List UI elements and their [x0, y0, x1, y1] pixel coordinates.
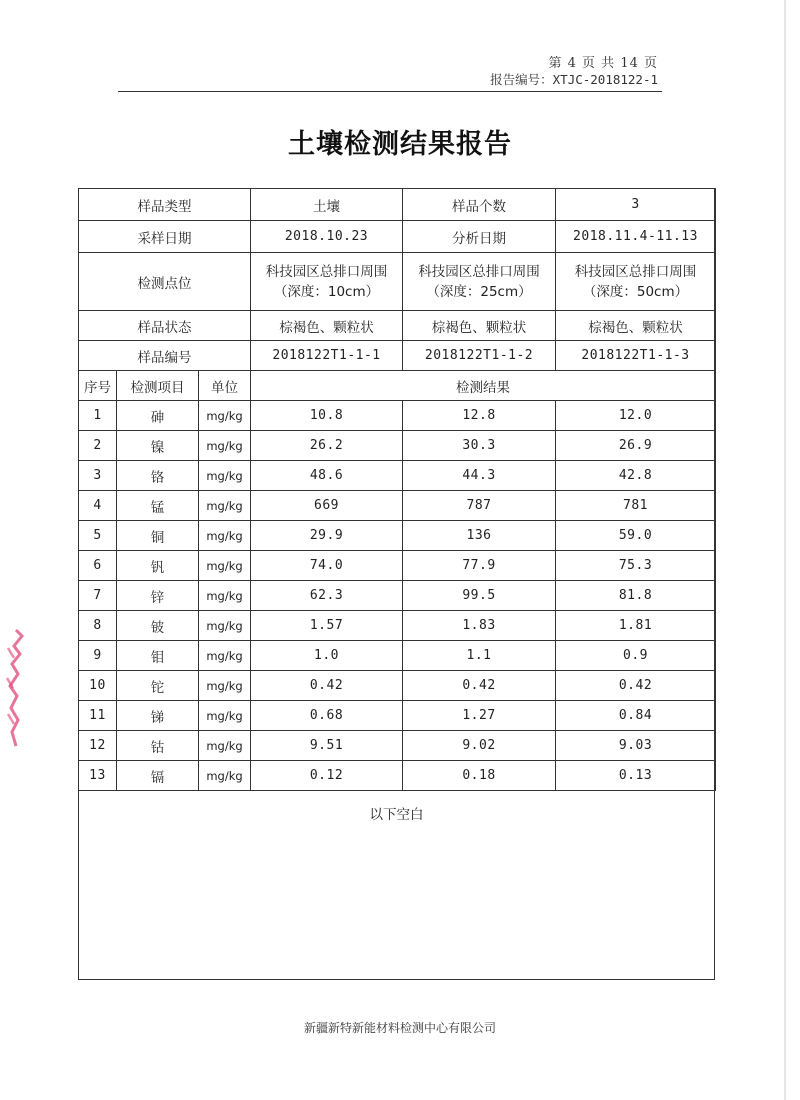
header-divider	[118, 91, 662, 92]
row-result-2: 136	[403, 521, 556, 551]
row-seq: 5	[79, 521, 117, 551]
row-unit: mg/kg	[199, 521, 251, 551]
row-result-1: 1.57	[251, 611, 403, 641]
row-result-1: 74.0	[251, 551, 403, 581]
row-result-1: 62.3	[251, 581, 403, 611]
row-unit: mg/kg	[199, 611, 251, 641]
row-result-2: 1.1	[403, 641, 556, 671]
row-result-2: 30.3	[403, 431, 556, 461]
state-label: 样品状态	[79, 311, 251, 341]
row-result-3: 75.3	[556, 551, 716, 581]
row-seq: 9	[79, 641, 117, 671]
sample-count-value: 3	[556, 189, 716, 221]
location-2	[403, 253, 556, 311]
column-header-row	[79, 371, 716, 401]
row-unit: mg/kg	[199, 431, 251, 461]
row-item: 钴	[117, 731, 199, 761]
row-unit: mg/kg	[199, 641, 251, 671]
table-row	[79, 641, 716, 671]
row-unit: mg/kg	[199, 581, 251, 611]
row-unit: mg/kg	[199, 671, 251, 701]
row-item: 铍	[117, 611, 199, 641]
row-item: 镍	[117, 431, 199, 461]
sample-no-1: 2018122T1-1-1	[251, 341, 403, 371]
row-result-3: 1.81	[556, 611, 716, 641]
result-rows	[79, 401, 716, 791]
company-footer: 新疆新特新能材料检测中心有限公司	[303, 1021, 496, 1035]
table-row	[79, 671, 716, 701]
row-result-2: 787	[403, 491, 556, 521]
sample-type-value: 土壤	[251, 189, 403, 221]
table-row	[79, 461, 716, 491]
row-result-3: 42.8	[556, 461, 716, 491]
row-seq: 7	[79, 581, 117, 611]
location-1-site: 科技园区总排口周围	[265, 263, 388, 280]
row-unit: mg/kg	[199, 401, 251, 431]
row-result-3: 9.03	[556, 731, 716, 761]
col-seq-header: 序号	[79, 371, 117, 401]
row-result-2: 0.18	[403, 761, 556, 791]
row-result-1: 1.0	[251, 641, 403, 671]
blank-note: 以下空白	[369, 807, 424, 823]
table-row	[79, 431, 716, 461]
row-seq: 1	[79, 401, 117, 431]
row-result-3: 59.0	[556, 521, 716, 551]
sample-no-row	[79, 341, 716, 371]
row-seq: 4	[79, 491, 117, 521]
row-seq: 10	[79, 671, 117, 701]
state-row	[79, 311, 716, 341]
row-result-3: 26.9	[556, 431, 716, 461]
row-item: 锰	[117, 491, 199, 521]
location-2-depth: （深度：25cm）	[426, 283, 532, 300]
row-item: 锌	[117, 581, 199, 611]
row-result-1: 0.68	[251, 701, 403, 731]
sample-type-row	[79, 189, 716, 221]
row-seq: 6	[79, 551, 117, 581]
row-item: 锑	[117, 701, 199, 731]
row-item: 铊	[117, 671, 199, 701]
row-result-1: 669	[251, 491, 403, 521]
state-2: 棕褐色、颗粒状	[403, 311, 556, 341]
table-row	[79, 731, 716, 761]
table-row	[79, 491, 716, 521]
row-result-1: 9.51	[251, 731, 403, 761]
row-seq: 13	[79, 761, 117, 791]
location-3-depth: （深度：50cm）	[582, 283, 689, 300]
row-result-1: 29.9	[251, 521, 403, 551]
row-item: 钒	[117, 551, 199, 581]
row-seq: 12	[79, 731, 117, 761]
row-item: 砷	[117, 401, 199, 431]
row-result-3: 12.0	[556, 401, 716, 431]
table-row	[79, 521, 716, 551]
row-result-2: 1.83	[403, 611, 556, 641]
row-unit: mg/kg	[199, 461, 251, 491]
report-title: 土壤检测结果报告	[288, 129, 512, 160]
table-row	[79, 581, 716, 611]
row-unit: mg/kg	[199, 491, 251, 521]
row-result-3: 781	[556, 491, 716, 521]
row-result-3: 0.42	[556, 671, 716, 701]
row-seq: 8	[79, 611, 117, 641]
state-3: 棕褐色、颗粒状	[556, 311, 716, 341]
row-result-3: 0.9	[556, 641, 716, 671]
sample-no-3: 2018122T1-1-3	[556, 341, 716, 371]
row-item: 铬	[117, 461, 199, 491]
table-row	[79, 401, 716, 431]
row-result-2: 12.8	[403, 401, 556, 431]
col-unit-header: 单位	[199, 371, 251, 401]
table-row	[79, 611, 716, 641]
col-item-header: 检测项目	[117, 371, 199, 401]
row-unit: mg/kg	[199, 551, 251, 581]
seal-stamp-fragment	[2, 628, 24, 748]
location-1-depth: （深度：10cm）	[273, 283, 380, 300]
row-result-3: 81.8	[556, 581, 716, 611]
location-label: 检测点位	[79, 253, 251, 311]
row-result-2: 9.02	[403, 731, 556, 761]
row-result-2: 99.5	[403, 581, 556, 611]
location-2-site: 科技园区总排口周围	[418, 263, 540, 280]
row-unit: mg/kg	[199, 761, 251, 791]
row-seq: 3	[79, 461, 117, 491]
sampling-date-label: 采样日期	[79, 221, 251, 253]
row-result-1: 26.2	[251, 431, 403, 461]
sample-no-label: 样品编号	[79, 341, 251, 371]
state-1: 棕褐色、颗粒状	[251, 311, 403, 341]
sample-count-label: 样品个数	[403, 189, 556, 221]
row-result-1: 10.8	[251, 401, 403, 431]
page-edge-shadow	[784, 0, 786, 1100]
row-result-2: 1.27	[403, 701, 556, 731]
date-row	[79, 221, 716, 253]
location-3	[556, 253, 716, 311]
table-row	[79, 551, 716, 581]
row-result-1: 0.12	[251, 761, 403, 791]
row-item: 铜	[117, 521, 199, 551]
page-number: 第 4 页 共 14 页	[548, 56, 658, 71]
row-seq: 11	[79, 701, 117, 731]
row-result-2: 77.9	[403, 551, 556, 581]
col-result-header: 检测结果	[251, 371, 716, 401]
report-number: 报告编号：XTJC-2018122-1	[490, 72, 658, 87]
row-result-3: 0.13	[556, 761, 716, 791]
location-1	[251, 253, 403, 311]
row-result-2: 0.42	[403, 671, 556, 701]
row-seq: 2	[79, 431, 117, 461]
row-unit: mg/kg	[199, 701, 251, 731]
analysis-date-value: 2018.11.4-11.13	[556, 221, 716, 253]
results-table	[78, 188, 716, 791]
row-result-1: 48.6	[251, 461, 403, 491]
row-result-3: 0.84	[556, 701, 716, 731]
sample-no-2: 2018122T1-1-2	[403, 341, 556, 371]
table-row	[79, 761, 716, 791]
sampling-date-value: 2018.10.23	[251, 221, 403, 253]
location-3-site: 科技园区总排口周围	[574, 263, 697, 280]
analysis-date-label: 分析日期	[403, 221, 556, 253]
location-row	[79, 253, 716, 311]
table-row	[79, 701, 716, 731]
sample-type-label: 样品类型	[79, 189, 251, 221]
row-item: 镉	[117, 761, 199, 791]
row-item: 钼	[117, 641, 199, 671]
row-unit: mg/kg	[199, 731, 251, 761]
row-result-2: 44.3	[403, 461, 556, 491]
row-result-1: 0.42	[251, 671, 403, 701]
